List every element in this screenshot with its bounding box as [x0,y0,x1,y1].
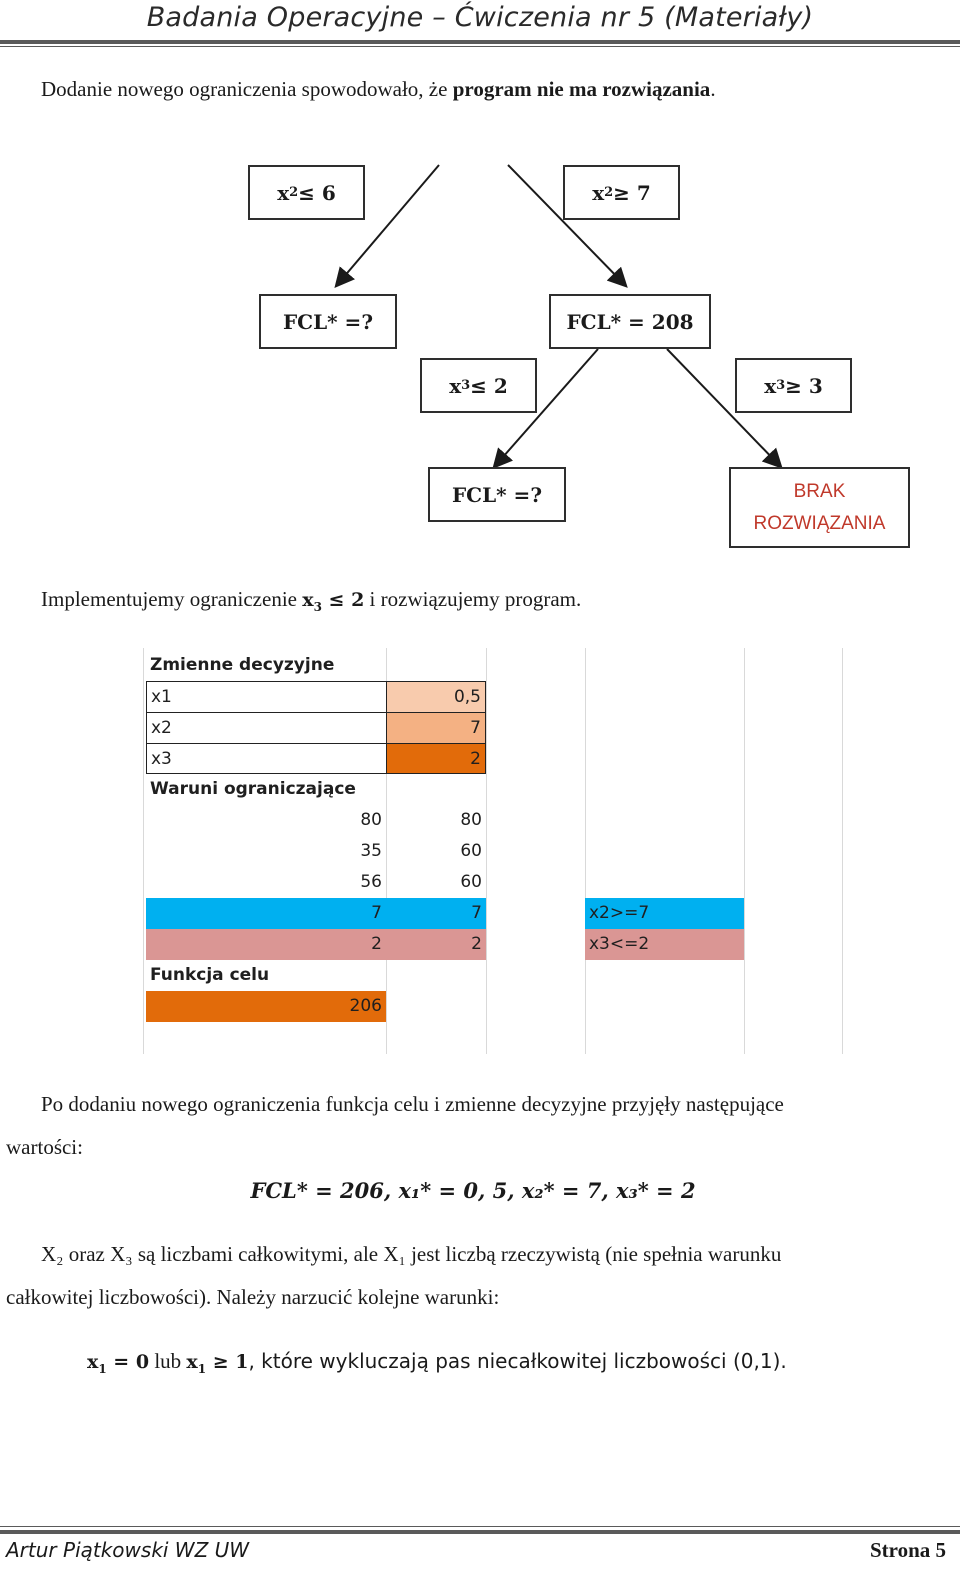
node-no-solution: BRAK ROZWIĄZANIA [729,467,910,548]
constraint-lhs: 7 [146,898,386,929]
result-line-1: Po dodaniu nowego ograniczenia funkcja celu i zmienne decyzyjne przyjęły następujące [41,1092,784,1116]
node-fcl-208: FCL* = 208 [549,294,711,349]
sheet-header-constraints: Waruni ograniczające [150,779,356,799]
condition-line: $x_1 = 0$ lub $x_1 \ge 1$, które wykluczają pas niecałkowitej liczbowości (0,1). [87,1349,787,1376]
header-rule-thin [0,46,960,47]
node-x3-ge-3: x 3 ≥ 3 [735,358,852,413]
footer-rule-thin [0,1526,960,1527]
header-title: Badania Operacyjne – Ćwiczenia nr 5 (Materiały) [146,2,814,33]
sheet-var-label: x3 [146,743,386,774]
node-fcl-unknown-left: FCL* =? [259,294,397,349]
intro-bold: program nie ma rozwiązania [452,77,711,101]
sheet-var-value: 7 [386,712,486,743]
sheet-header-vars: Zmienne decyzyjne [150,655,335,675]
implement-paragraph: Implementujemy ograniczenie $x_3 \le 2$ i rozwiązujemy program. [41,587,582,614]
result-formula: FCL* = 206, x₁* = 0, 5, x₂* = 7, x₃* = 2 [250,1178,696,1203]
intro-paragraph: Dodanie nowego ograniczenia spowodowało, że program nie ma rozwiązania. [41,77,716,101]
node-fcl-unknown-bottom: FCL* =? [428,467,566,522]
header-rule [0,40,960,44]
sheet-header-objective: Funkcja celu [150,965,270,985]
constraint-rhs: 60 [460,841,482,861]
conclusion-line-2: całkowitej liczbowości). Należy narzucić kolejne warunki: [6,1285,500,1309]
spreadsheet [143,648,843,1054]
constraint-lhs: 35 [360,841,382,861]
objective-value: 206 [146,991,386,1022]
constraint-label: x3<=2 [585,929,744,960]
conclusion-line-1: X₂ oraz X₃ są liczbami całkowitymi, ale X₁ jest liczbą rzeczywistą (nie spełnia warunku [41,1242,782,1266]
node-x3-le-2: x 3 ≤ 2 [420,358,537,413]
footer-rule [0,1530,960,1534]
constraint-lhs: 80 [360,810,382,830]
constraint-rhs: 60 [460,872,482,892]
constraint-rhs: 7 [386,898,486,929]
sheet-var-value: 0,5 [386,681,486,712]
constraint-lhs: 2 [146,929,386,960]
sheet-var-label: x1 [146,681,386,712]
result-line-2: wartości: [6,1135,83,1159]
constraint-rhs: 80 [460,810,482,830]
node-x2-le-6: x 2 ≤ 6 [248,165,365,220]
tree-arrows [0,150,960,480]
sheet-var-value: 2 [386,743,486,774]
footer-author: Artur Piątkowski WZ UW [6,1538,250,1562]
footer-page-number: Strona 5 [869,1538,946,1562]
node-x2-ge-7: x 2 ≥ 7 [563,165,680,220]
sheet-var-label: x2 [146,712,386,743]
constraint-lhs: 56 [360,872,382,892]
constraint-rhs: 2 [386,929,486,960]
constraint-label: x2>=7 [585,898,744,929]
